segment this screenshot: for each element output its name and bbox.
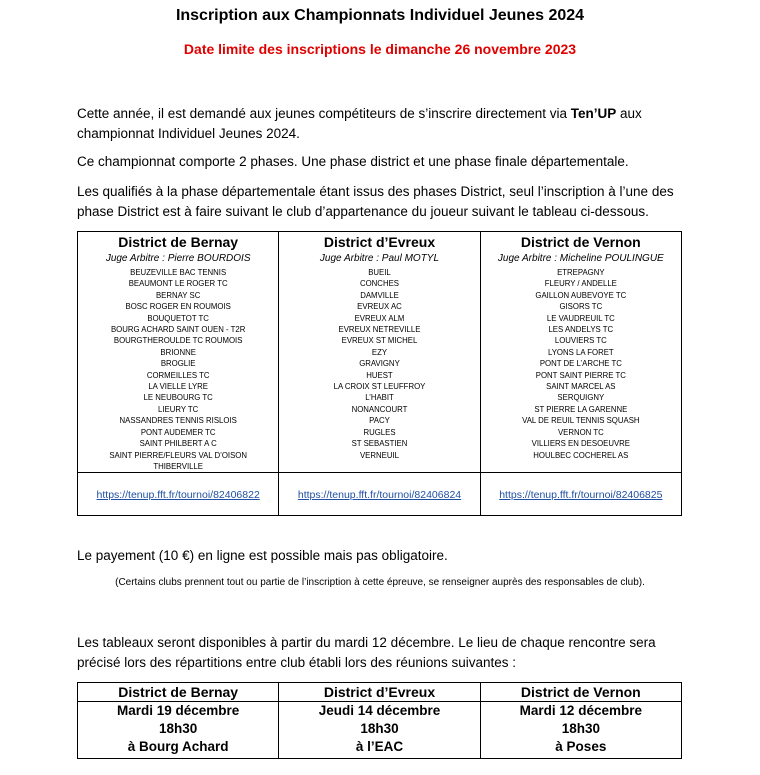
tournament-link-bernay[interactable]: https://tenup.fft.fr/tournoi/82406822: [96, 489, 260, 502]
payment-note: (Certains clubs prennent tout ou partie de l’inscription à cette épreuve, se renseigner auprès des responsables de club).: [115, 577, 645, 588]
club-name: BOURGTHEROULDE TC ROUMOIS: [113, 336, 243, 346]
club-name: BROGLIE: [160, 359, 196, 369]
club-name: BUEIL: [368, 268, 391, 277]
club-name: EVREUX NETREVILLE: [338, 325, 421, 335]
tournament-link-vernon[interactable]: https://tenup.fft.fr/tournoi/82406825: [499, 489, 663, 502]
tournament-link-evreux[interactable]: https://tenup.fft.fr/tournoi/82406824: [297, 489, 462, 502]
club-name: LOUVIERS TC: [554, 336, 607, 346]
club-name: BOURG ACHARD SAINT OUEN - T2R: [110, 325, 246, 335]
meeting-place: à Poses: [555, 739, 607, 754]
meeting-info-vernon: [480, 702, 681, 759]
district-judge: Juge Arbitre : Micheline POULINGUE: [497, 253, 664, 264]
link-cell-vernon: [480, 473, 681, 516]
club-name: LA VIELLE LYRE: [148, 382, 208, 392]
club-name: ST SEBASTIEN: [351, 439, 408, 449]
club-name: CORMEILLES TC: [146, 370, 210, 380]
club-name: VILLIERS EN DESOEUVRE: [531, 439, 631, 449]
meeting-district-evreux: District d’Evreux: [279, 683, 480, 702]
district-judge: Juge Arbitre : Paul MOTYL: [319, 253, 440, 264]
districts-table: [77, 231, 682, 516]
club-name: BERNAY SC: [155, 290, 201, 300]
club-name: LES ANDELYS TC: [548, 325, 614, 335]
district-name: District d’Evreux: [323, 234, 436, 250]
club-name: NASSANDRES TENNIS RISLOIS: [119, 416, 237, 426]
meeting-info-evreux: [279, 702, 480, 759]
club-name: LYONS LA FORET: [547, 347, 614, 357]
club-name: HUEST: [366, 370, 393, 380]
meeting-date: Mardi 12 décembre: [519, 703, 642, 718]
club-name: SAINT PIERRE/FLEURS VAL D’OISON: [109, 450, 247, 460]
club-name: THIBERVILLE: [153, 461, 204, 471]
club-name: ST PIERRE LA GARENNE: [534, 404, 628, 414]
meeting-date: Jeudi 14 décembre: [318, 703, 441, 718]
club-name: LE VAUDREUIL TC: [546, 313, 615, 323]
club-name: LE NEUBOURG TC: [143, 393, 213, 403]
meeting-time: 18h30: [360, 721, 399, 736]
club-name: ETREPAGNY: [557, 268, 605, 277]
link-cell-evreux: [279, 473, 480, 516]
district-judge: Juge Arbitre : Pierre BOURDOIS: [105, 253, 251, 264]
club-name: LIEURY TC: [158, 404, 199, 414]
meeting-date: Mardi 19 décembre: [117, 703, 240, 718]
meeting-district-bernay: District de Bernay: [78, 683, 279, 702]
club-list: [481, 267, 681, 461]
meeting-info-bernay: [78, 702, 279, 759]
club-name: BOUQUETOT TC: [147, 313, 209, 323]
club-name: DAMVILLE: [360, 290, 399, 300]
link-cell-bernay: [78, 473, 279, 516]
intro-text-start: Cette année, il est demandé aux jeunes compétiteurs de s’inscrire directement via: [77, 106, 571, 121]
district-cell-evreux: [279, 232, 480, 473]
club-name: EVREUX ST MICHEL: [341, 336, 418, 346]
club-name: BRIONNE: [160, 347, 196, 357]
meetings-table: [77, 682, 682, 759]
club-list: [78, 267, 278, 472]
club-name: PONT AUDEMER TC: [140, 427, 216, 437]
intro-text-end: aux championnat Individuel Jeunes 2024.: [77, 106, 642, 141]
intro-paragraph-qualification: Les qualifiés à la phase départementale étant issus des phases District, seul l’inscription à l’une des phase District est à faire suivant le club d’appartenance du joueur suivant le tableau ci-dessous.: [77, 184, 674, 219]
districts-row: [78, 232, 682, 473]
meeting-time: 18h30: [159, 721, 198, 736]
district-name: District de Bernay: [118, 234, 239, 250]
district-cell-vernon: [480, 232, 681, 473]
club-name: PACY: [369, 416, 390, 426]
club-name: RUGLES: [363, 427, 396, 437]
deadline-notice: Date limite des inscriptions le dimanche 26 novembre 2023: [183, 41, 577, 57]
club-name: NONANCOURT: [351, 404, 408, 414]
club-name: PONT DE L’ARCHE TC: [539, 359, 622, 369]
club-name: BEAUMONT LE ROGER TC: [128, 279, 228, 289]
club-name: VAL DE REUIL TENNIS SQUASH: [522, 416, 640, 426]
club-name: HOULBEC COCHEREL AS: [533, 450, 629, 460]
district-name: District de Vernon: [520, 234, 641, 250]
page-title: Inscription aux Championnats Individuel Jeunes 2024: [175, 7, 585, 24]
club-name: SAINT PHILBERT A C: [139, 439, 217, 449]
club-name: SAINT MARCEL AS: [546, 382, 616, 392]
club-name: BOSC ROGER EN ROUMOIS: [125, 302, 231, 312]
meeting-place: à l’EAC: [355, 739, 404, 754]
club-name: GRAVIGNY: [359, 359, 400, 369]
club-name: PONT SAINT PIERRE TC: [535, 370, 626, 380]
club-name: GISORS TC: [559, 302, 603, 312]
meetings-info-row: [78, 702, 682, 759]
club-name: EVREUX ALM: [354, 313, 405, 323]
club-name: CONCHES: [359, 279, 399, 289]
club-name: BEUZEVILLE BAC TENNIS: [130, 268, 227, 277]
meeting-time: 18h30: [561, 721, 600, 736]
payment-paragraph: Le payement (10 €) en ligne est possible mais pas obligatoire.: [77, 548, 448, 563]
club-name: VERNEUIL: [359, 450, 399, 460]
club-name: VERNON TC: [557, 427, 604, 437]
links-row: [78, 473, 682, 516]
district-cell-bernay: [78, 232, 279, 473]
club-name: EZY: [371, 347, 388, 357]
club-name: LA CROIX ST LEUFFROY: [333, 382, 426, 392]
intro-paragraph-phases: Ce championnat comporte 2 phases. Une phase district et une phase finale départementale.: [77, 154, 629, 169]
meeting-district-vernon: District de Vernon: [480, 683, 681, 702]
meetings-header-row: [78, 683, 682, 702]
club-list: [279, 267, 479, 461]
meeting-place: à Bourg Achard: [127, 739, 229, 754]
club-name: GAILLON AUBEVOYE TC: [535, 290, 627, 300]
intro-paragraph-tenup: [77, 104, 687, 143]
club-name: FLEURY / ANDELLE: [544, 279, 617, 289]
schedule-paragraph: Les tableaux seront disponibles à partir du mardi 12 décembre. Le lieu de chaque rencontre sera précisé lors des répartitions entre club établi lors des réunions suivantes :: [77, 635, 656, 670]
club-name: L’HABIT: [365, 393, 394, 403]
tenup-name: Ten’UP: [570, 106, 617, 121]
club-name: EVREUX AC: [357, 302, 402, 312]
club-name: SERQUIGNY: [557, 393, 605, 403]
